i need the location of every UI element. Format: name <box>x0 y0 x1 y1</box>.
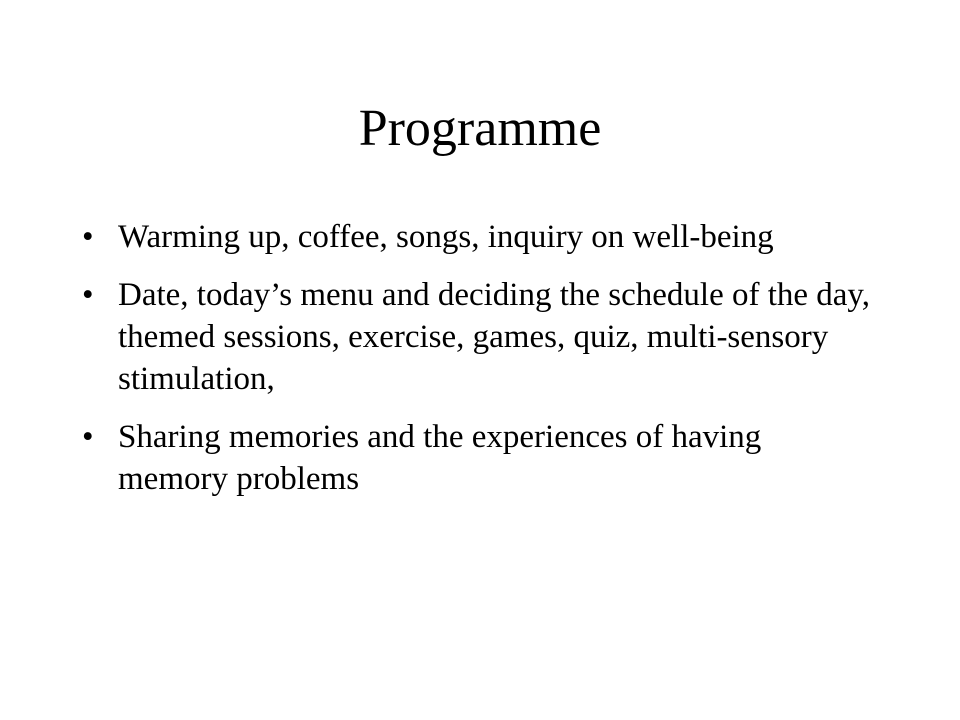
bullet-item <box>82 274 872 400</box>
bullet-marker: • <box>82 277 94 313</box>
bullet-text: Date, today’s menu and deciding the schedule of the day, themed sessions, exercise, games, quiz, multi-sensory stimulation, <box>118 277 871 397</box>
slide-title: Programme <box>358 100 602 157</box>
bullet-item <box>82 416 872 500</box>
bullet-text: Sharing memories and the experiences of having memory problems <box>118 419 762 497</box>
bullet-list <box>82 216 872 516</box>
bullet-marker: • <box>82 219 94 255</box>
bullet-item <box>82 216 872 258</box>
bullet-marker: • <box>82 419 94 455</box>
bullet-text: Warming up, coffee, songs, inquiry on well-being <box>118 219 774 255</box>
